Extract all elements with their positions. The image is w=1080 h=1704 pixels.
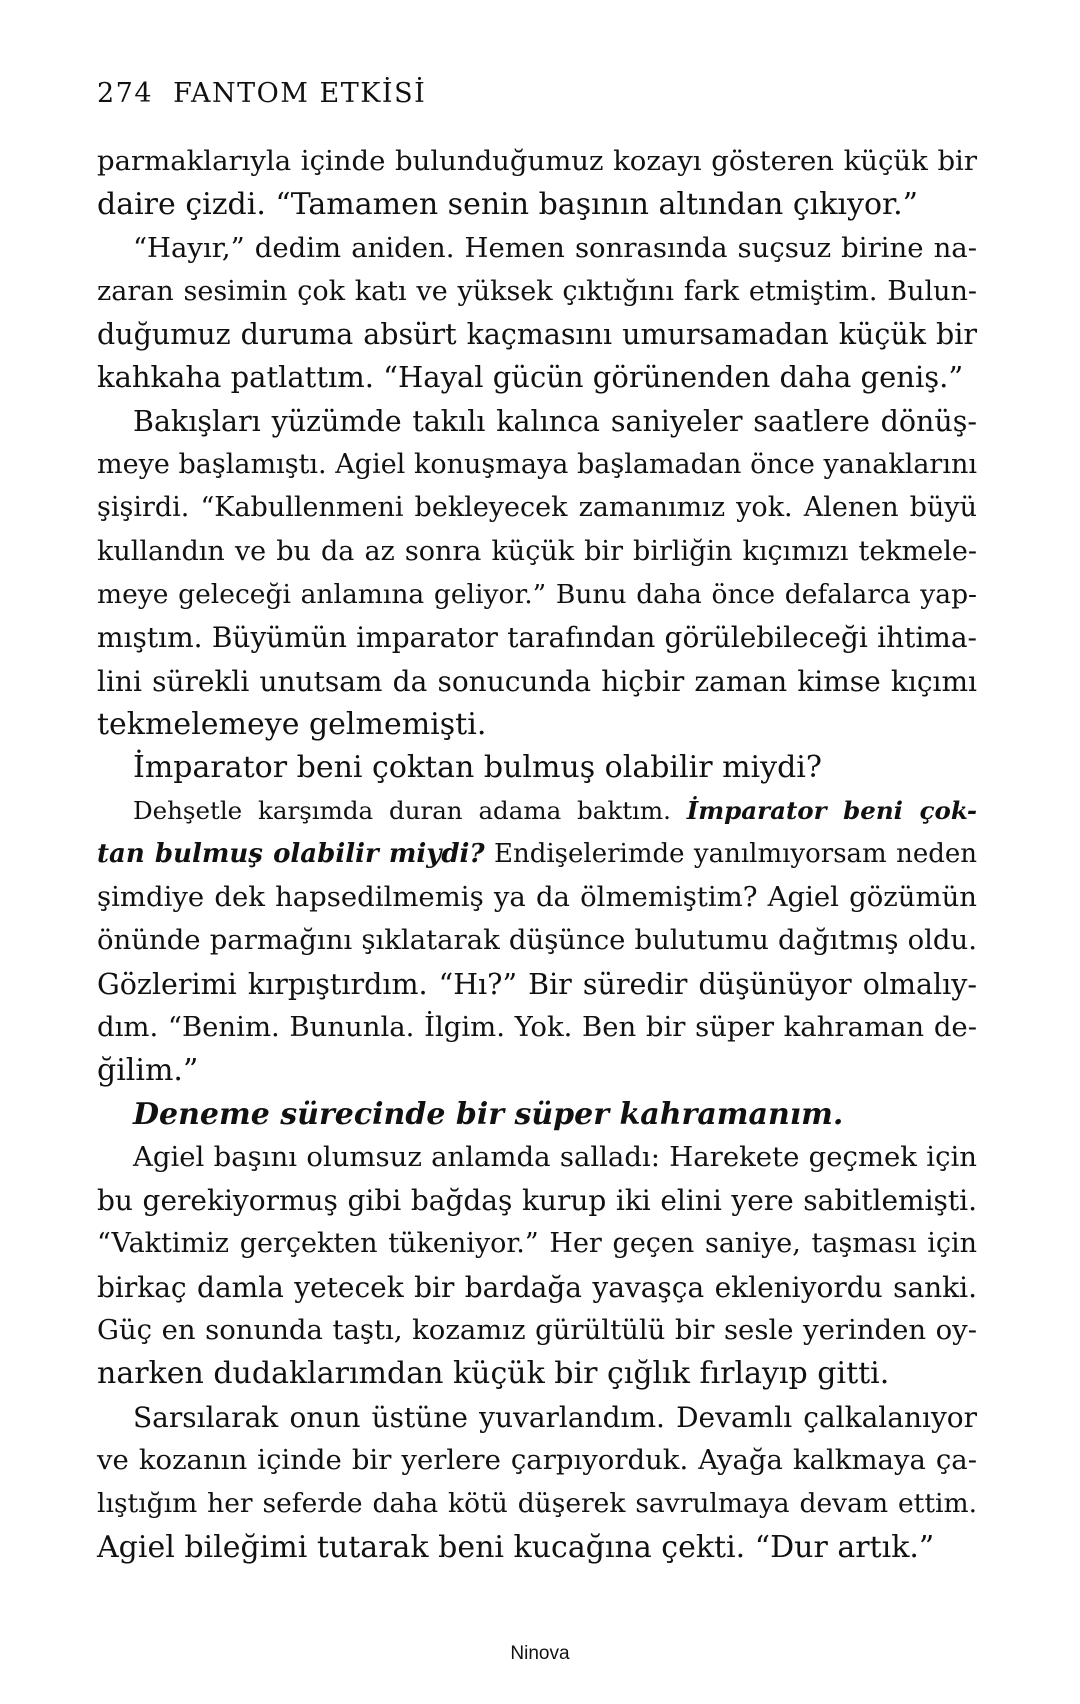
text-line: Güç en sonunda taştı, kozamız gürültülü bir sesle yerinden oy- [97, 1314, 977, 1347]
text-line: Bakışları yüzümde takılı kalınca saniyeler saatlere dönüş- [133, 404, 977, 438]
text-line: “Hayır,” dedim aniden. Hemen sonrasında suçsuz birine na- [133, 231, 977, 264]
text-line [97, 789, 977, 832]
text-line: ve kozanın içinde bir yerlere çarpıyorduk. Ayağa kalkmaya ça- [97, 1443, 977, 1476]
publisher-footer: Ninova [510, 1643, 570, 1664]
page-number: 274 [97, 78, 154, 109]
italic-line: Deneme sürecinde bir süper kahramanım. [133, 1096, 844, 1132]
text-segment: Dehşetle karşımda duran adama baktım. [133, 796, 671, 826]
text-line: İmparator beni çoktan bulmuş olabilir miydi? [133, 750, 822, 786]
running-header [97, 78, 426, 109]
text-line: ğilim.” [97, 1053, 199, 1089]
text-line: birkaç damla yetecek bir bardağa yavaşça ekleniyordu sanki. [97, 1270, 977, 1304]
text-line: bu gerekiyormuş gibi bağdaş kurup iki elini yere sabitlemişti. [97, 1184, 977, 1218]
text-line: zaran sesimin çok katı ve yüksek çıktığını fark etmiştim. Bulun- [97, 275, 977, 307]
text-line: daire çizdi. “Tamamen senin başının altından çıkıyor.” [97, 187, 918, 223]
text-line: kullandın ve bu da az sonra küçük bir birliğin kıçımızı tekmele- [97, 535, 977, 567]
text-line [97, 833, 977, 876]
text-line: narken dudaklarımdan küçük bir çığlık fırlayıp gitti. [97, 1356, 890, 1392]
text-line: meye başlamıştı. Agiel konuşmaya başlamadan önce yanaklarını [97, 449, 977, 481]
text-line: önünde parmağını şıklatarak düşünce bulutumu dağıtmış oldu. [97, 924, 977, 957]
text-line: parmaklarıyla içinde bulunduğumuz kozayı gösteren küçük bir [97, 145, 977, 177]
running-title: FANTOM ETKİSİ [173, 78, 427, 109]
text-line: Agiel başını olumsuz anlamda salladı: Harekete geçmek için [133, 1140, 977, 1173]
text-line: “Vaktimiz gerçekten tükeniyor.” Her geçen saniye, taşması için [97, 1228, 977, 1260]
text-line: kahkaha patlattım. “Hayal gücün görünenden daha geniş.” [97, 360, 964, 395]
text-line: Agiel bileğimi tutarak beni kucağına çekti. “Dur artık.” [97, 1529, 935, 1565]
text-line: lini sürekli unutsam da sonucunda hiçbir zaman kimse kıçımı [97, 664, 977, 698]
body-text [97, 140, 977, 1569]
italic-segment: İmparator beni çok- [686, 796, 977, 826]
text-line: şişirdi. “Kabullenmeni bekleyecek zamanımız yok. Alenen büyü [97, 492, 977, 524]
text-line: lıştığım her seferde daha kötü düşerek savrulmaya devam ettim. [97, 1488, 977, 1520]
text-line: Sarsılarak onun üstüne yuvarlandım. Devamlı çalkalanıyor [133, 1400, 977, 1434]
text-line: şimdiye dek hapsedilmemiş ya da ölmemiştim? Agiel gözümün [97, 881, 977, 914]
text-line: tekmelemeye gelmemişti. [97, 706, 487, 742]
text-line: mıştım. Büyümün imparator tarafından görülebileceği ihtima- [97, 621, 977, 655]
text-line: Gözlerimi kırpıştırdım. “Hı?” Bir süredir düşünüyor olmalıy- [97, 967, 977, 1001]
italic-segment: tan bulmuş olabilir miydi? [97, 838, 485, 869]
text-line: dım. “Benim. Bununla. İlgim. Yok. Ben bir süper kahraman de- [97, 1010, 977, 1043]
text-line: meye geleceği anlamına geliyor.” Bunu daha önce defalarca yap- [97, 578, 977, 610]
text-segment: Endişelerimde yanılmıyorsam neden [493, 838, 977, 869]
text-line: duğumuz duruma absürt kaçmasını umursamadan küçük bir [97, 318, 977, 352]
